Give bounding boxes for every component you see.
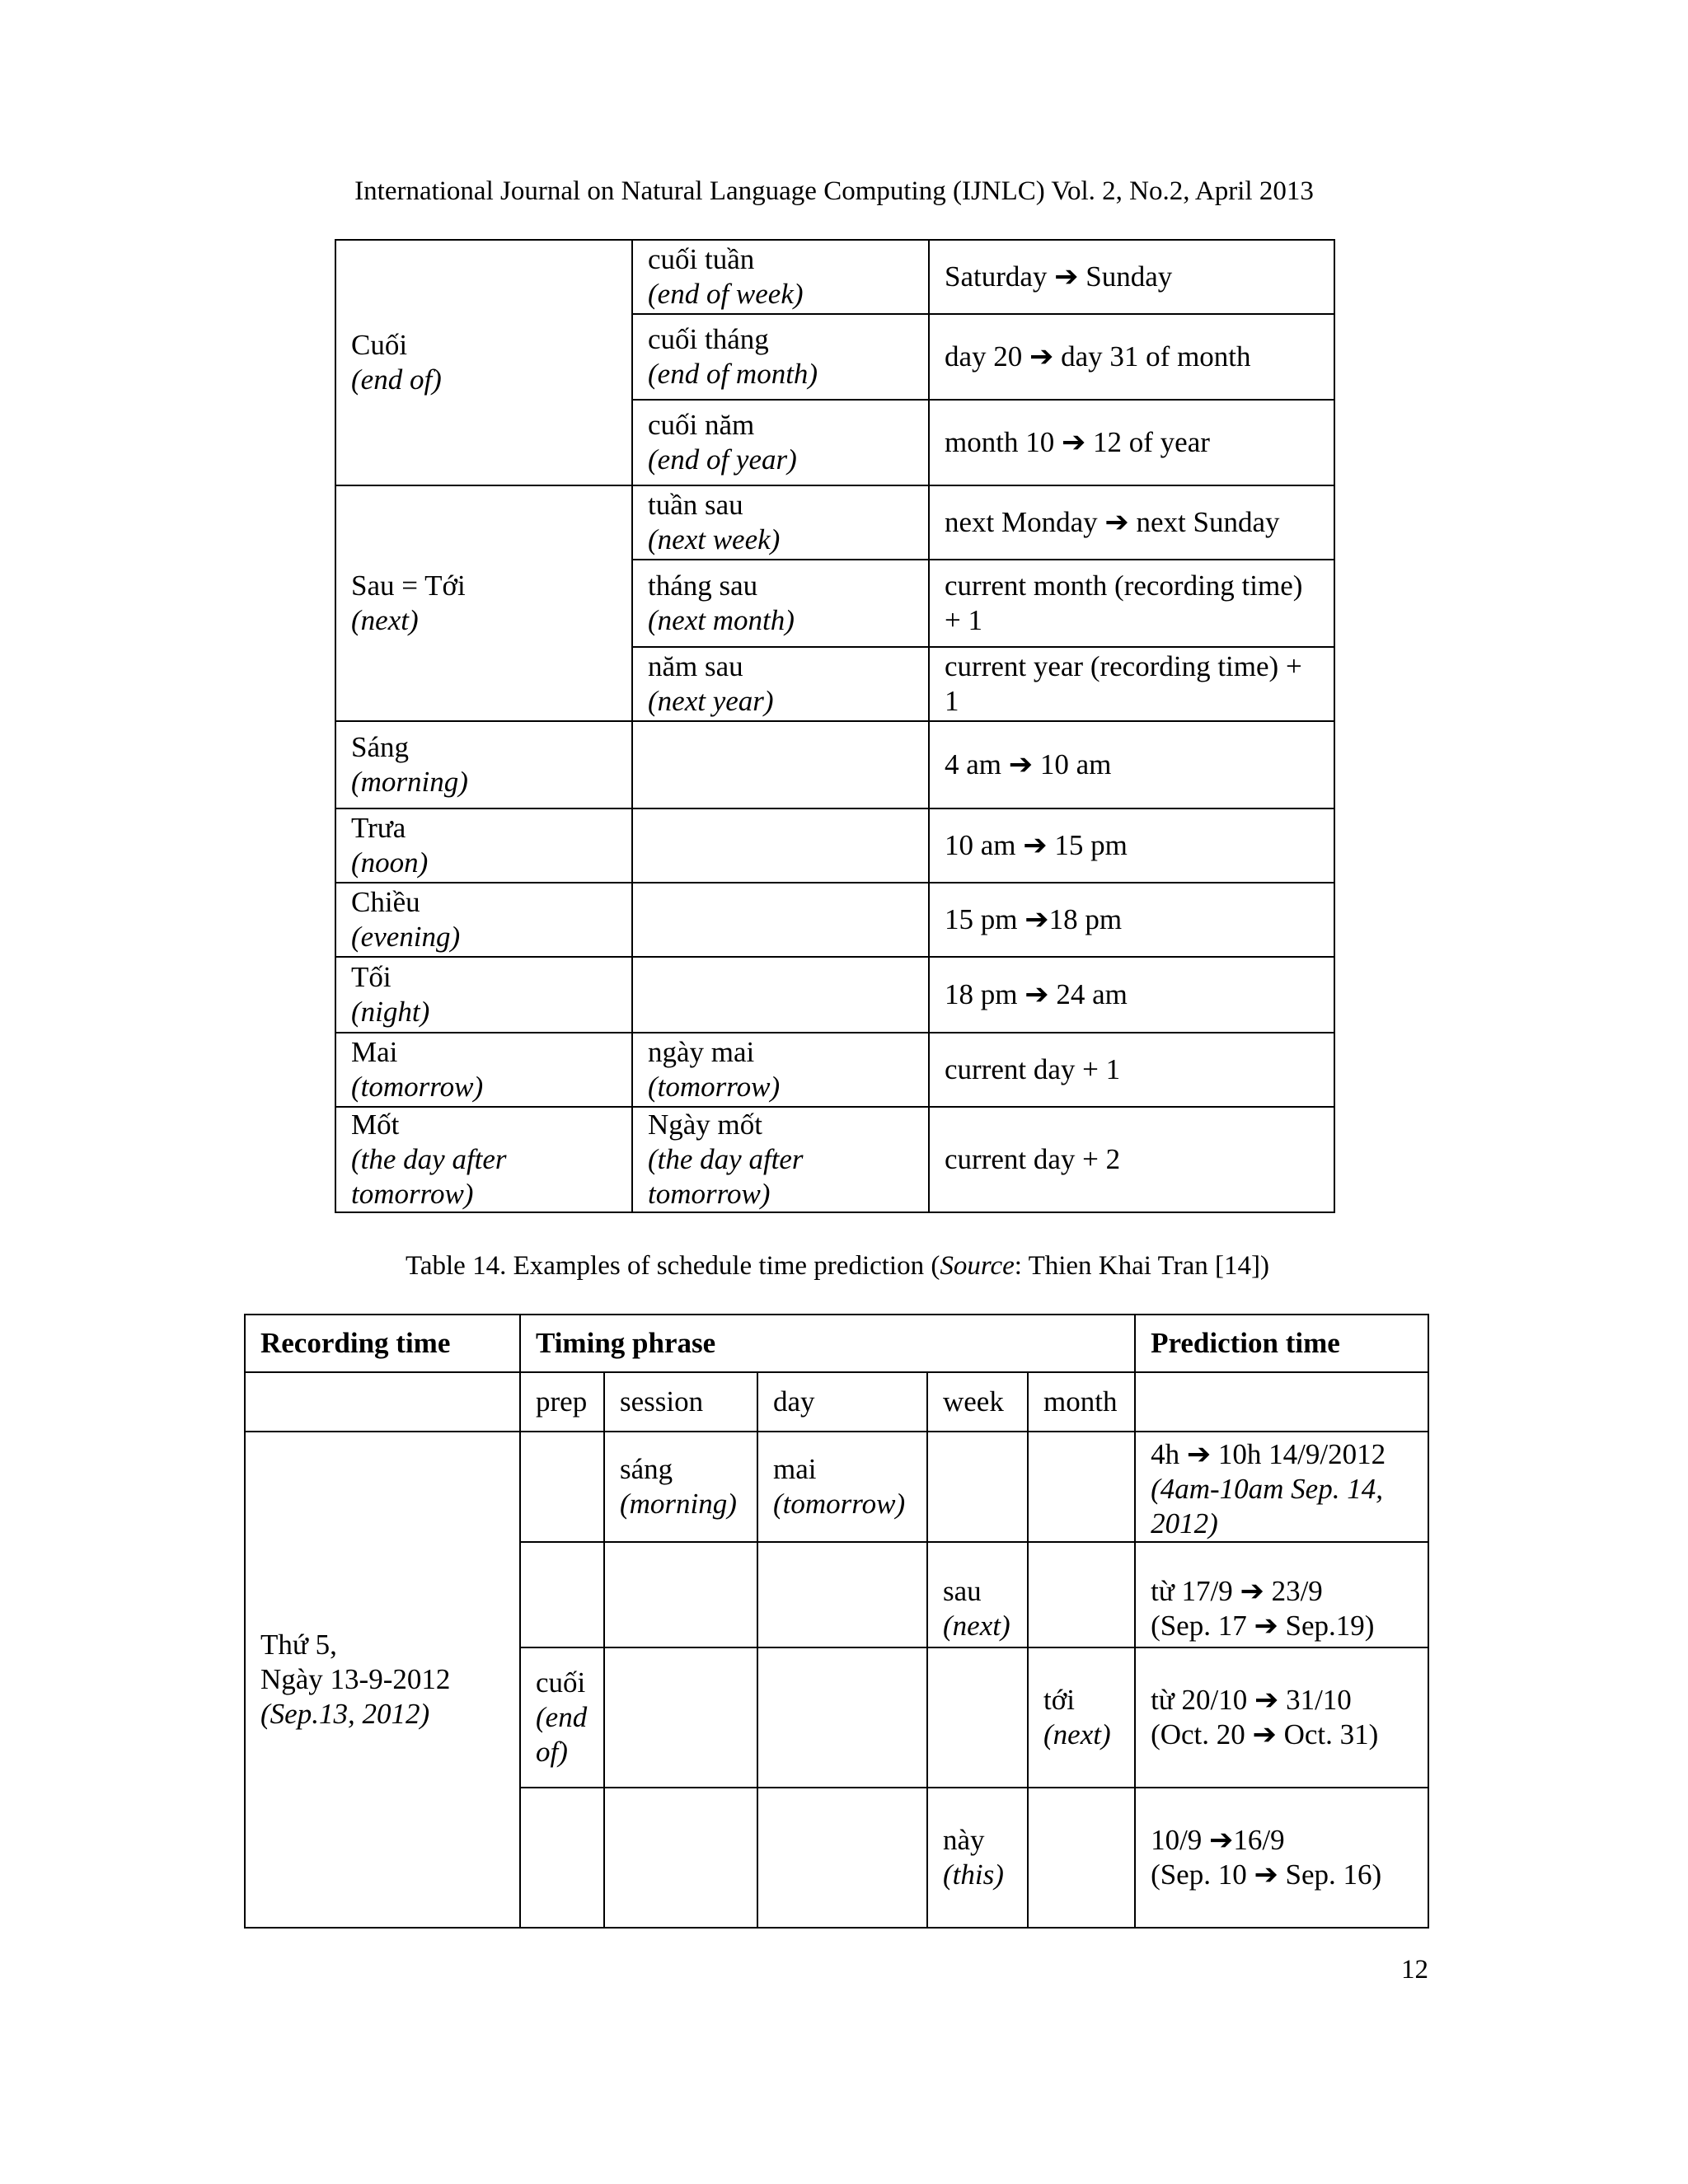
table-subheader-row [245,1372,1428,1432]
arrow-icon: ➔ [1029,340,1054,373]
arrow-icon: ➔ [1254,1858,1278,1891]
page-number: 12 [1401,1955,1428,1985]
arrow-icon: ➔ [1025,903,1049,935]
phrase-cell [632,957,929,1033]
value-cell: 18 pm ➔ 24 am [929,957,1334,1033]
table-row [335,485,1334,560]
session-cell: sáng (morning) [604,1432,757,1542]
value-cell: current month (recording time) + 1 [929,560,1334,647]
phrase-cell [632,721,929,808]
keyword-cell: Sáng (morning) [335,721,632,808]
day-cell: mai (tomorrow) [757,1432,927,1542]
table-header-row [245,1315,1428,1372]
table-row [335,1107,1334,1212]
recording-time-cell: Thứ 5, Ngày 13-9-2012 (Sep.13, 2012) [245,1432,520,1928]
arrow-icon: ➔ [1209,1824,1234,1856]
keyword-cell: Mai (tomorrow) [335,1033,632,1107]
arrow-icon: ➔ [1240,1575,1264,1607]
table-row [245,1432,1428,1542]
phrase-cell: tháng sau (next month) [632,560,929,647]
page-header: International Journal on Natural Language Computing (IJNLC) Vol. 2, No.2, April 2013 [354,176,1314,206]
week-cell: sau (next) [927,1542,1028,1647]
keyword-cell: Tối (night) [335,957,632,1033]
table-row [335,957,1334,1033]
arrow-icon: ➔ [1023,829,1048,861]
keyword-cell: Cuối (end of) [335,240,632,485]
time-rules-table [335,239,1335,1213]
subheader-prep: prep [520,1372,604,1432]
table-row [335,240,1334,314]
column-header-recording: Recording time [245,1315,520,1372]
phrase-cell: tuần sau (next week) [632,485,929,560]
arrow-icon: ➔ [1061,426,1086,458]
keyword-cell: Chiều (evening) [335,883,632,957]
phrase-cell: năm sau (next year) [632,647,929,721]
value-cell: 15 pm ➔18 pm [929,883,1334,957]
arrow-icon: ➔ [1025,978,1049,1010]
month-cell: tới (next) [1028,1647,1135,1788]
week-cell: này (this) [927,1788,1028,1928]
prediction-cell: từ 20/10 ➔ 31/10 (Oct. 20 ➔ Oct. 31) [1135,1647,1428,1788]
phrase-cell [632,883,929,957]
table-row [335,721,1334,808]
value-cell: current day + 2 [929,1107,1334,1212]
value-cell: Saturday ➔ Sunday [929,240,1334,314]
subheader-session: session [604,1372,757,1432]
keyword-cell: Mốt (the day after tomorrow) [335,1107,632,1212]
table-caption: Table 14. Examples of schedule time prediction (Source: Thien Khai Tran [14]) [406,1251,1269,1281]
value-cell: current day + 1 [929,1033,1334,1107]
prep-cell: cuối (end of) [520,1647,604,1788]
table-row [335,883,1334,957]
value-cell: next Monday ➔ next Sunday [929,485,1334,560]
column-header-timing: Timing phrase [520,1315,1135,1372]
phrase-cell: cuối năm (end of year) [632,400,929,485]
table-row [335,1033,1334,1107]
arrow-icon: ➔ [1186,1438,1212,1470]
arrow-icon: ➔ [1252,1718,1277,1750]
subheader-week: week [927,1372,1028,1432]
subheader-day: day [757,1372,927,1432]
arrow-icon: ➔ [1254,1684,1279,1716]
phrase-cell: cuối tuần (end of week) [632,240,929,314]
arrow-icon: ➔ [1104,506,1129,538]
phrase-cell: ngày mai (tomorrow) [632,1033,929,1107]
column-header-prediction: Prediction time [1135,1315,1428,1372]
phrase-cell: Ngày mốt (the day after tomorrow) [632,1107,929,1212]
phrase-cell: cuối tháng (end of month) [632,314,929,400]
value-cell: month 10 ➔ 12 of year [929,400,1334,485]
table-row [335,808,1334,883]
prediction-table [244,1314,1429,1929]
value-cell: current year (recording time) + 1 [929,647,1334,721]
arrow-icon: ➔ [1254,1610,1278,1642]
value-cell: day 20 ➔ day 31 of month [929,314,1334,400]
phrase-cell [632,808,929,883]
value-cell: 10 am ➔ 15 pm [929,808,1334,883]
arrow-icon: ➔ [1054,260,1079,293]
prediction-cell: từ 17/9 ➔ 23/9 (Sep. 17 ➔ Sep.19) [1135,1542,1428,1647]
keyword-cell: Sau = Tới (next) [335,485,632,721]
value-cell: 4 am ➔ 10 am [929,721,1334,808]
subheader-month: month [1028,1372,1135,1432]
arrow-icon: ➔ [1008,748,1034,780]
prediction-cell: 4h ➔ 10h 14/9/2012 (4am-10am Sep. 14, 2012) [1135,1432,1428,1542]
prediction-cell: 10/9 ➔16/9 (Sep. 10 ➔ Sep. 16) [1135,1788,1428,1928]
keyword-cell: Trưa (noon) [335,808,632,883]
